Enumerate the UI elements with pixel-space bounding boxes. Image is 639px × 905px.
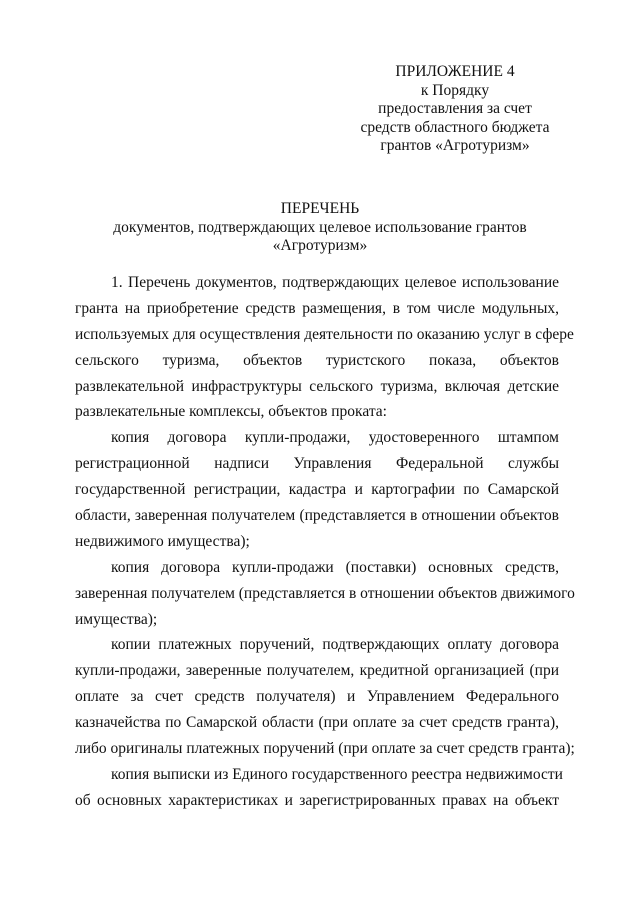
text-line: регистрационной надписи Управления Федеральной службы	[75, 455, 559, 473]
text-line: копии платежных поручений, подтверждающих оплату договора	[111, 636, 559, 654]
text-line: 1. Перечень документов, подтверждающих целевое использование	[111, 274, 559, 291]
document-subtitle-line: документов, подтверждающих целевое использование грантов	[113, 218, 527, 236]
text-line: либо оригиналы платежных поручений (при оплате за счет средств гранта);	[75, 740, 575, 758]
appendix-line: предоставления за счет	[378, 100, 532, 117]
paragraph-5	[75, 762, 563, 814]
text-line: казначейства по Самарской области (при оплате за счет средств гранта),	[75, 714, 559, 732]
paragraph-4	[75, 632, 575, 761]
text-line: государственной регистрации, кадастра и картографии по Самарской	[75, 481, 559, 499]
paragraph-3	[75, 555, 575, 633]
text-line: имущества);	[75, 610, 158, 628]
appendix-number: ПРИЛОЖЕНИЕ 4	[395, 63, 515, 80]
text-line: используемых для осуществления деятельности по оказанию услуг в сфере	[75, 325, 574, 343]
text-line: оплате за счет средств получателя) и Управлением Федерального	[75, 688, 559, 706]
text-line: развлекательные комплексы, объектов проката:	[75, 403, 387, 421]
text-line: области, заверенная получателем (представляется в отношении объектов	[75, 507, 559, 525]
text-line: заверенная получателем (представляется в отношении объектов движимого	[75, 584, 575, 602]
document-subtitle-line: «Агротуризм»	[272, 237, 368, 254]
paragraph-2	[75, 425, 559, 554]
document-title-block	[60, 200, 580, 256]
document-body	[75, 270, 575, 814]
text-line: недвижимого имущества);	[75, 532, 250, 550]
appendix-line: к Порядку	[420, 81, 490, 99]
text-line: копия договора купли-продажи (поставки) основных средств,	[111, 558, 559, 576]
text-line: копия выписки из Единого государственного реестра недвижимости	[111, 765, 563, 783]
text-line: об основных характеристиках и зарегистрированных правах на объект	[75, 791, 559, 809]
text-line: копия договора купли-продажи, удостоверенного штампом	[111, 429, 559, 447]
text-line: сельского туризма, объектов туристского показа, объектов	[75, 351, 559, 369]
appendix-header	[352, 63, 558, 156]
document-heading: ПЕРЕЧЕНЬ	[280, 200, 360, 217]
appendix-line: средств областного бюджета	[360, 118, 550, 136]
paragraph-1	[75, 270, 574, 425]
text-line: гранта на приобретение средств размещения, в том числе модульных,	[75, 299, 559, 317]
appendix-line: грантов «Агротуризм»	[380, 137, 530, 154]
text-line: развлекательной инфраструктуры сельского туризма, включая детские	[75, 377, 559, 395]
text-line: купли-продажи, заверенные получателем, кредитной организацией (при	[75, 662, 559, 680]
